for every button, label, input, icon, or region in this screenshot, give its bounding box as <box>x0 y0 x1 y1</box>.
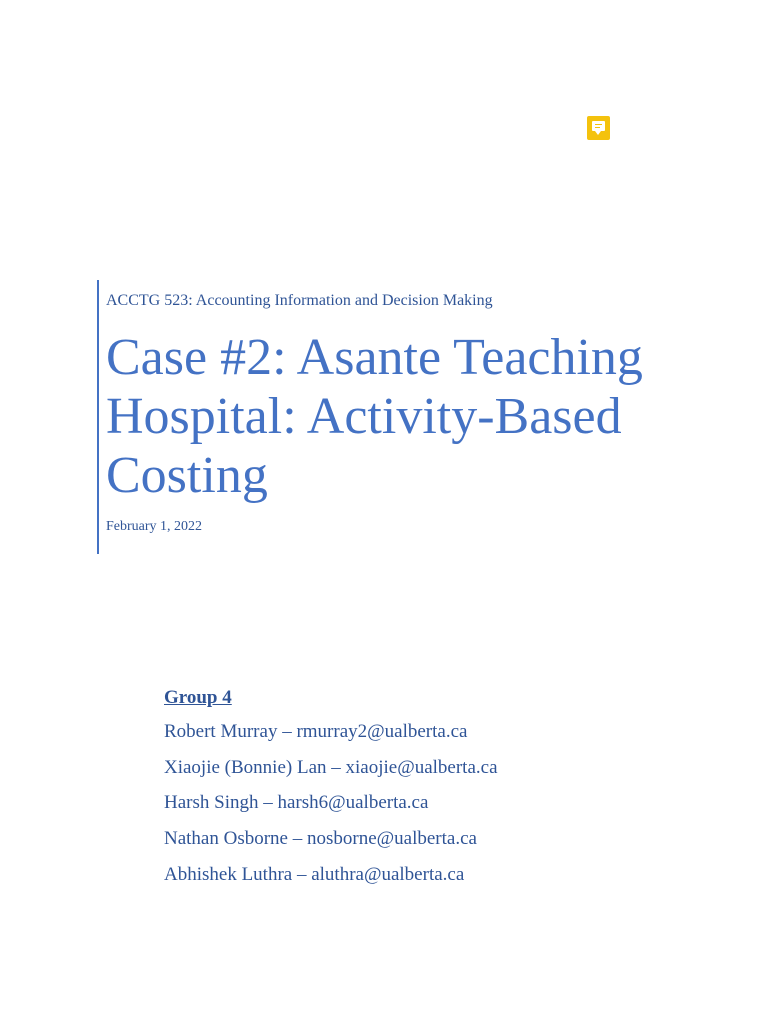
member-item: Harsh Singh – harsh6@ualberta.ca <box>164 792 429 814</box>
member-item: Xiaojie (Bonnie) Lan – xiaojie@ualberta.ca <box>164 756 498 778</box>
member-item: Nathan Osborne – nosborne@ualberta.ca <box>164 828 477 850</box>
document-date: February 1, 2022 <box>106 519 203 534</box>
comment-icon[interactable] <box>587 116 610 140</box>
cover-accent-bar <box>97 280 99 554</box>
course-subtitle: ACCTG 523: Accounting Information and Decision Making <box>106 292 493 309</box>
group-heading: Group 4 <box>164 687 232 708</box>
document-title: Case #2: Asante Teaching Hospital: Activity-Based Costing <box>106 329 643 504</box>
member-item: Robert Murray – rmurray2@ualberta.ca <box>164 721 468 742</box>
comment-bubble-tail <box>595 131 601 135</box>
member-item: Abhishek Luthra – aluthra@ualberta.ca <box>164 863 465 885</box>
member-list <box>164 721 498 899</box>
comment-bubble-glyph <box>592 121 605 131</box>
